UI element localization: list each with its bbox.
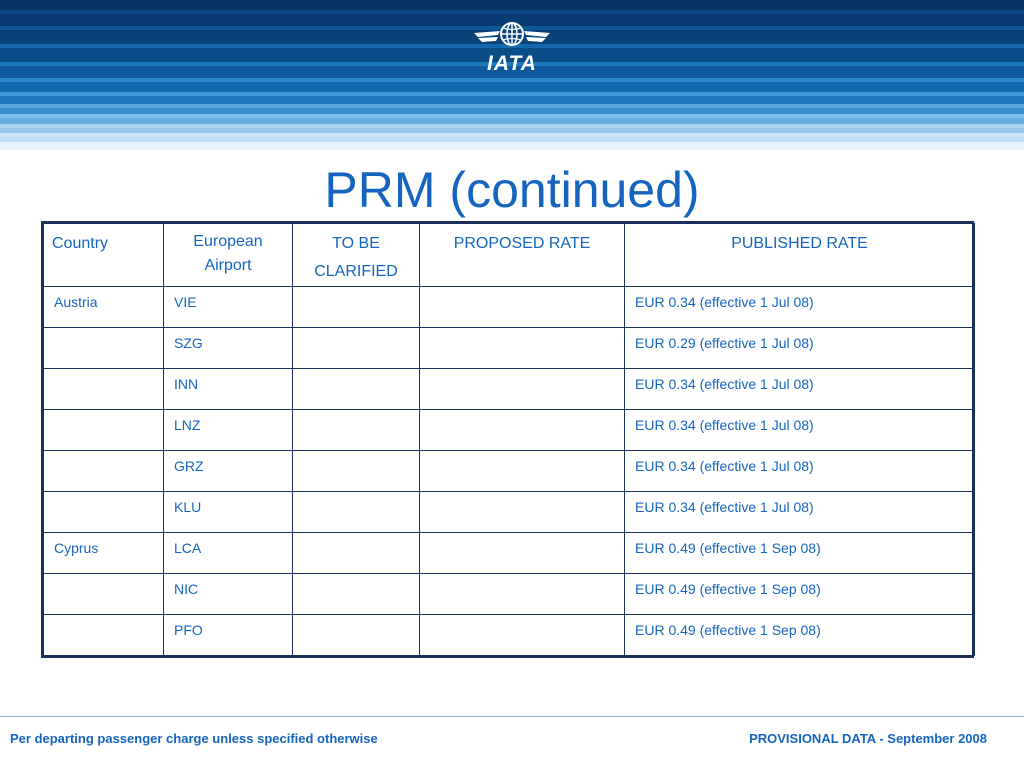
header-european-airport (164, 224, 293, 287)
cell-published-rate: EUR 0.34 (effective 1 Jul 08) (625, 451, 975, 492)
cell-to-be-clarified (293, 369, 420, 410)
header-tbc-line2: CLARIFIED (314, 263, 398, 280)
header-tbc-line1: TO BE (332, 235, 380, 252)
cell-airport: INN (164, 369, 293, 410)
cell-to-be-clarified (293, 328, 420, 369)
table-row (44, 410, 975, 451)
header-country: Country (44, 224, 164, 287)
cell-airport: SZG (164, 328, 293, 369)
cell-to-be-clarified (293, 574, 420, 615)
table-row (44, 287, 975, 328)
table-row (44, 328, 975, 369)
cell-country: Austria (44, 287, 164, 328)
table-row (44, 369, 975, 410)
cell-published-rate: EUR 0.34 (effective 1 Jul 08) (625, 492, 975, 533)
cell-proposed-rate (420, 533, 625, 574)
rates-table (41, 221, 974, 658)
cell-proposed-rate (420, 287, 625, 328)
cell-to-be-clarified (293, 287, 420, 328)
cell-country (44, 615, 164, 656)
cell-to-be-clarified (293, 451, 420, 492)
logo-text: IATA (487, 52, 537, 75)
table-row (44, 451, 975, 492)
footer-note: Per departing passenger charge unless specified otherwise (10, 731, 378, 746)
table-row (44, 533, 975, 574)
cell-to-be-clarified (293, 615, 420, 656)
table-row (44, 492, 975, 533)
cell-proposed-rate (420, 492, 625, 533)
globe-wings-icon (472, 20, 552, 54)
cell-airport: LCA (164, 533, 293, 574)
header-published-rate: PUBLISHED RATE (625, 224, 975, 287)
header-banner (0, 0, 1024, 150)
header-airport-line2: Airport (204, 257, 252, 274)
cell-country (44, 369, 164, 410)
cell-country (44, 328, 164, 369)
table-header-row (44, 224, 975, 287)
cell-proposed-rate (420, 369, 625, 410)
cell-airport: LNZ (164, 410, 293, 451)
table-row (44, 574, 975, 615)
cell-airport: GRZ (164, 451, 293, 492)
table-row (44, 615, 975, 656)
cell-airport: VIE (164, 287, 293, 328)
cell-published-rate: EUR 0.34 (effective 1 Jul 08) (625, 369, 975, 410)
cell-published-rate: EUR 0.49 (effective 1 Sep 08) (625, 533, 975, 574)
cell-airport: PFO (164, 615, 293, 656)
cell-country (44, 410, 164, 451)
cell-airport: NIC (164, 574, 293, 615)
cell-country (44, 574, 164, 615)
cell-to-be-clarified (293, 533, 420, 574)
iata-logo (472, 20, 552, 76)
cell-published-rate: EUR 0.34 (effective 1 Jul 08) (625, 410, 975, 451)
cell-airport: KLU (164, 492, 293, 533)
cell-published-rate: EUR 0.49 (effective 1 Sep 08) (625, 615, 975, 656)
footer-divider (0, 716, 1024, 717)
cell-proposed-rate (420, 451, 625, 492)
header-airport-line1: European (193, 233, 263, 250)
footer-provisional: PROVISIONAL DATA - September 2008 (749, 731, 987, 746)
header-to-be-clarified (293, 224, 420, 287)
cell-to-be-clarified (293, 492, 420, 533)
cell-published-rate: EUR 0.29 (effective 1 Jul 08) (625, 328, 975, 369)
cell-published-rate: EUR 0.49 (effective 1 Sep 08) (625, 574, 975, 615)
cell-published-rate: EUR 0.34 (effective 1 Jul 08) (625, 287, 975, 328)
cell-country (44, 492, 164, 533)
page-title: PRM (continued) (324, 162, 700, 218)
cell-country: Cyprus (44, 533, 164, 574)
cell-proposed-rate (420, 574, 625, 615)
cell-country (44, 451, 164, 492)
header-proposed-rate: PROPOSED RATE (420, 224, 625, 287)
cell-proposed-rate (420, 410, 625, 451)
cell-proposed-rate (420, 615, 625, 656)
cell-proposed-rate (420, 328, 625, 369)
table-body (44, 287, 975, 656)
cell-to-be-clarified (293, 410, 420, 451)
